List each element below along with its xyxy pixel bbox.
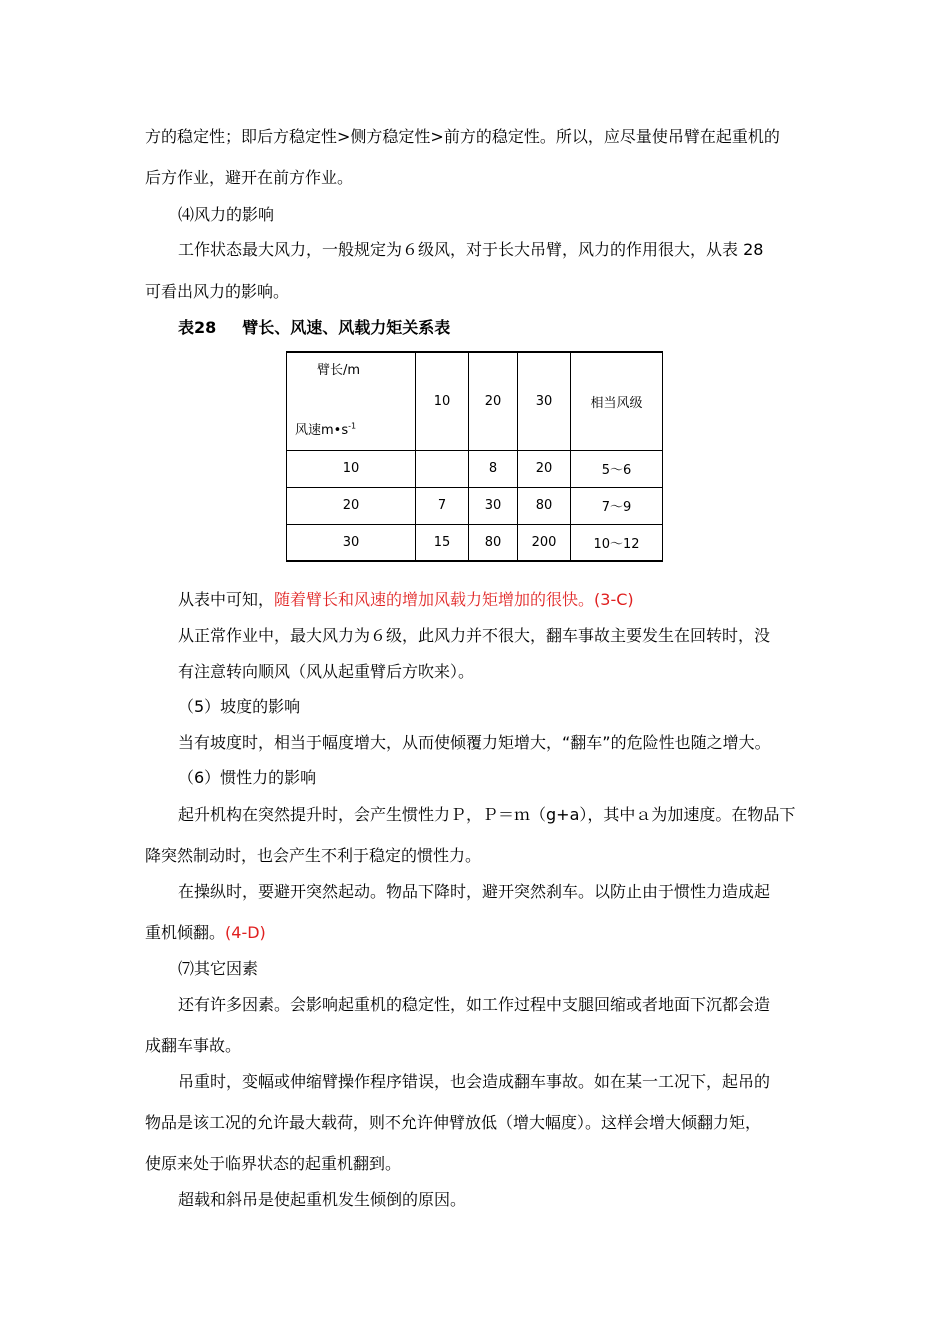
paragraph-line: 超载和斜吊是使起重机发生倾倒的原因。 (178, 1190, 467, 1209)
paragraph-line: 还有许多因素。会影响起重机的稳定性，如工作过程中支腿回缩或者地面下沉都会造 (178, 995, 771, 1014)
paragraph-line: 当有坡度时，相当于幅度增大，从而使倾覆力矩增大，“翻车”的危险性也随之增大。 (178, 733, 771, 752)
column-header: 20 (469, 352, 518, 450)
highlighted-note: 随着臂长和风速的增加风载力矩增加的很快。(3-C) (274, 590, 634, 609)
table-cell: 80 (469, 524, 518, 561)
section-heading-other: ⑺其它因素 (178, 959, 259, 978)
section-heading-wind: ⑷风力的影响 (178, 205, 275, 224)
table-caption-title: 臂长、风速、风载力矩关系表 (242, 318, 451, 337)
paragraph-line: 成翻车事故。 (145, 1036, 242, 1055)
table-cell: 7～9 (571, 487, 663, 524)
paragraph-line: 从正常作业中，最大风力为６级，此风力并不很大，翻车事故主要发生在回转时，没 (178, 626, 771, 645)
table-cell: 7 (416, 487, 469, 524)
section-heading-slope: （5）坡度的影响 (178, 697, 301, 716)
table-corner-cell (287, 352, 416, 450)
table-cell: 10 (287, 450, 416, 487)
table-row (287, 524, 663, 561)
table-cell: 20 (518, 450, 571, 487)
table-cell: 10～12 (571, 524, 663, 561)
column-header: 30 (518, 352, 571, 450)
table-cell: 30 (469, 487, 518, 524)
table-cell: 80 (518, 487, 571, 524)
table-row (287, 487, 663, 524)
paragraph-line: 吊重时，变幅或伸缩臂操作程序错误，也会造成翻车事故。如在某一工况下，起吊的 (178, 1072, 771, 1091)
paragraph-line: 物品是该工况的允许最大载荷，则不允许伸臂放低（增大幅度）。这样会增大倾翻力矩， (145, 1113, 762, 1132)
corner-label-arm-length: 臂长/m (317, 363, 361, 378)
table-cell: 20 (287, 487, 416, 524)
paragraph-line: 降突然制动时，也会产生不利于稳定的惯性力。 (145, 846, 482, 865)
paragraph-line: 重机倾翻。(4-D) (145, 923, 266, 942)
table-caption (178, 318, 450, 338)
table-row (287, 450, 663, 487)
paragraph-line: 可看出风力的影响。 (145, 282, 290, 301)
section-heading-inertia: （6）惯性力的影响 (178, 768, 317, 787)
paragraph-line: 有注意转向顺风（风从起重臂后方吹来）。 (178, 662, 475, 681)
table-header-row (287, 352, 663, 450)
column-header: 相当风级 (571, 352, 663, 450)
table-cell: 30 (287, 524, 416, 561)
table-cell: 200 (518, 524, 571, 561)
table-caption-number: 表28 (178, 318, 217, 337)
paragraph-line: 后方作业，避开在前方作业。 (145, 168, 354, 187)
column-header: 10 (416, 352, 469, 450)
paragraph-line: 方的稳定性；即后方稳定性>侧方稳定性>前方的稳定性。所以，应尽量使吊臂在起重机的 (145, 127, 780, 146)
paragraph-line: 工作状态最大风力，一般规定为６级风，对于长大吊臂，风力的作用很大，从表 28 (178, 240, 764, 259)
table-cell: 15 (416, 524, 469, 561)
paragraph-line: 使原来处于临界状态的起重机翻到。 (145, 1154, 402, 1173)
highlighted-note: (4-D) (225, 923, 266, 942)
paragraph-line: 起升机构在突然提升时，会产生惯性力Ｐ，Ｐ＝ｍ（g+a），其中ａ为加速度。在物品下 (178, 805, 796, 824)
paragraph-line: 从表中可知，随着臂长和风速的增加风载力矩增加的很快。(3-C) (178, 590, 634, 609)
wind-moment-table (286, 351, 663, 562)
table-cell: 5～6 (571, 450, 663, 487)
paragraph-line: 在操纵时，要避开突然起动。物品下降时，避开突然刹车。以防止由于惯性力造成起 (178, 882, 771, 901)
table-cell: 8 (469, 450, 518, 487)
table-cell (416, 450, 469, 487)
corner-label-wind-speed: 风速$m•s^{-1}$ (295, 421, 357, 438)
